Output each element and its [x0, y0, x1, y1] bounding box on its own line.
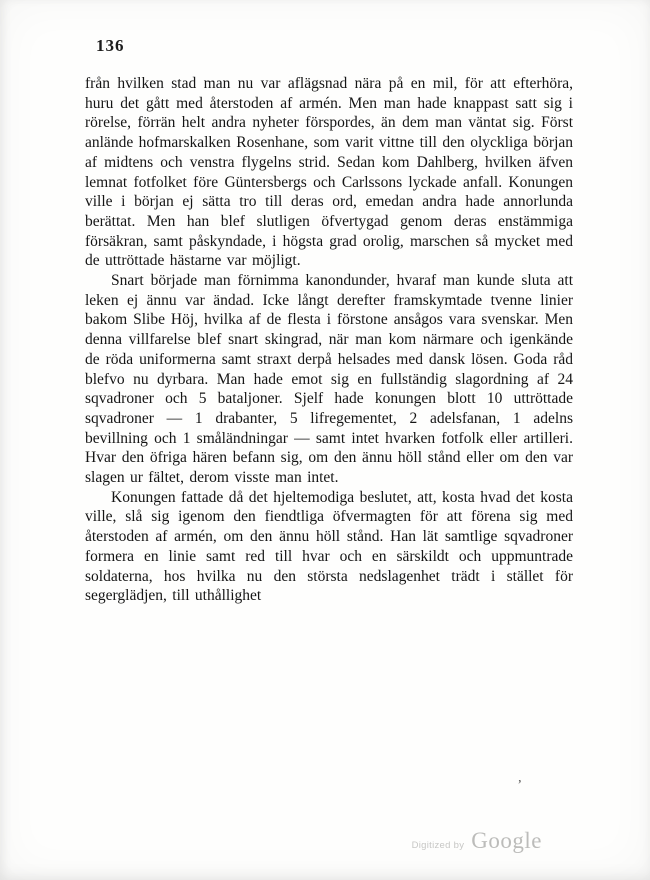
body-text	[85, 74, 573, 606]
paragraph: Konungen fattade då det hjeltemodiga beslutet, att, kosta hvad det kosta ville, slå sig igenom den fiendtliga öfvermagten för att förena sig med återstoden af armén, om den ännu höll stånd. Han lät samtlige sqvadroner formera en linie samt red till hvar och en särskildt och uppmuntrade soldaterna, hos hvilka nu den största nedslagenhet trädt i stället för segerglädjen, till uthållighet	[85, 488, 573, 605]
digitized-watermark	[412, 828, 542, 854]
scan-artifact: ’	[517, 778, 522, 793]
paragraph: Snart började man förnimma kanondunder, hvaraf man kunde sluta att leken ej ännu var ändad. Icke långt derefter framskymtade tvenne linier bakom Slibe Höj, hvilka af de flesta i förstone ansågos vara svenskar. Men denna villfarelse blef snart skingrad, när man kom närmare och igenkände de röda uniformerna samt straxt derpå helsades med dansk lösen. Goda råd blefvo nu dyrbara. Man hade emot sig en fullständig slagordning af 24 sqvadroner och 5 bataljoner. Sjelf hade konungen blott 10 uttröttade sqvadroner — 1 drabanter, 5 lifregementet, 2 adelsfanan, 1 adelns bevillning och 1 småländningar — samt intet hvarken fotfolk eller artilleri. Hvar den öfriga hären befann sig, om den ännu höll stånd eller om den var slagen ur fältet, derom visste man intet.	[85, 272, 573, 487]
digitized-by-text: Digitized by	[411, 840, 465, 851]
google-logo: Google	[471, 828, 542, 853]
page-number: 136	[96, 36, 125, 55]
paragraph: från hvilken stad man nu var aflägsnad nära på en mil, för att efterhöra, huru det gått med återstoden af armén. Men man hade knappast satt sig i rörelse, förrän helt andra nyheter förspordes, än dem man väntat sig. Först anlände hofmarskalken Rosenhane, som varit vittne till den olyckliga början af midtens och venstra flygelns strid. Sedan kom Dahlberg, hvilken äfven lemnat fotfolket före Güntersbergs och Carlssons lyckade anfall. Konungen ville i början ej sätta tro till deras ord, emedan andra hade annorlunda berättat. Men han blef slutligen öfvertygad genom deras enstämmiga försäkran, samt påskyndade, i högsta grad orolig, marschen så mycket med de uttröttade hästarne var möjligt.	[85, 75, 573, 270]
